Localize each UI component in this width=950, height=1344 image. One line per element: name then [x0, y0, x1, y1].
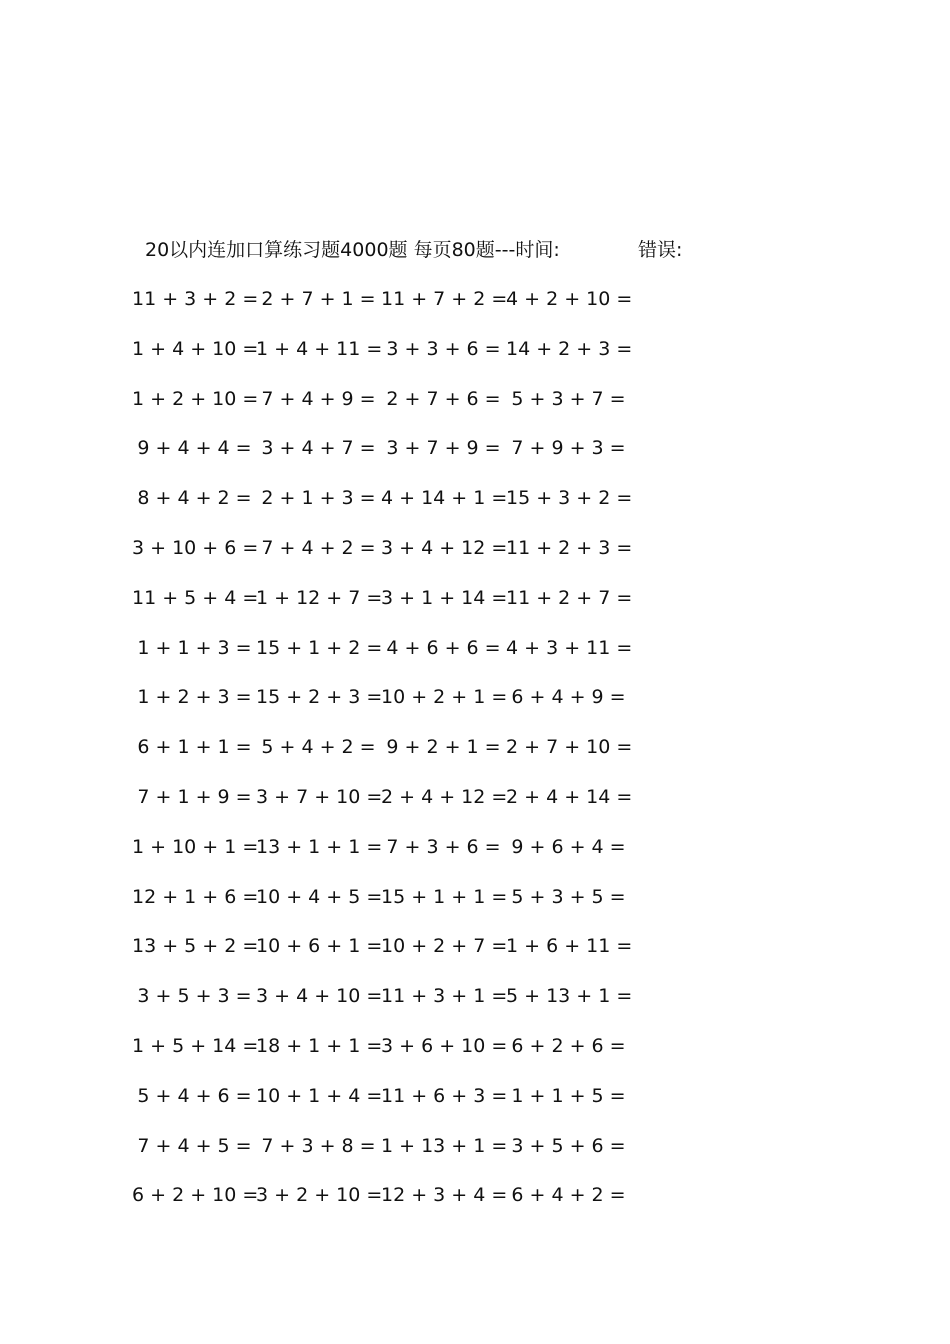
math-problem: 11 + 7 + 2 = — [381, 288, 508, 310]
math-problem: 10 + 6 + 1 = — [256, 935, 383, 957]
math-problem: 7 + 4 + 2 = — [261, 537, 376, 559]
math-problem: 4 + 3 + 11 = — [506, 637, 633, 659]
problem-row — [0, 633, 950, 663]
math-problem: 7 + 3 + 8 = — [261, 1135, 376, 1157]
problem-row — [0, 483, 950, 513]
math-problem: 11 + 3 + 1 = — [381, 985, 508, 1007]
math-problem: 4 + 2 + 10 = — [506, 288, 633, 310]
math-problem: 3 + 4 + 10 = — [256, 985, 383, 1007]
problem-row — [0, 284, 950, 314]
math-problem: 11 + 2 + 3 = — [506, 537, 633, 559]
math-problem: 3 + 4 + 7 = — [261, 437, 376, 459]
math-problem: 10 + 2 + 7 = — [381, 935, 508, 957]
math-problem: 6 + 1 + 1 = — [137, 736, 252, 758]
math-problem: 6 + 4 + 9 = — [511, 686, 626, 708]
errors-label: 错误: — [638, 239, 683, 261]
math-problem: 1 + 2 + 3 = — [137, 686, 252, 708]
problem-row — [0, 931, 950, 961]
math-problem: 1 + 12 + 7 = — [256, 587, 383, 609]
math-problem: 3 + 6 + 10 = — [381, 1035, 508, 1057]
math-problem: 6 + 4 + 2 = — [511, 1184, 626, 1206]
math-problem: 3 + 2 + 10 = — [256, 1184, 383, 1206]
problem-row — [0, 334, 950, 364]
math-problem: 1 + 13 + 1 = — [381, 1135, 508, 1157]
problem-row — [0, 732, 950, 762]
math-problem: 3 + 3 + 6 = — [386, 338, 501, 360]
math-problem: 5 + 3 + 5 = — [511, 886, 626, 908]
problem-row — [0, 981, 950, 1011]
math-problem: 11 + 3 + 2 = — [132, 288, 259, 310]
math-problem: 10 + 1 + 4 = — [256, 1085, 383, 1107]
math-problem: 4 + 14 + 1 = — [381, 487, 508, 509]
math-problem: 15 + 1 + 2 = — [256, 637, 383, 659]
problem-row — [0, 1031, 950, 1061]
problem-row — [0, 384, 950, 414]
math-problem: 18 + 1 + 1 = — [256, 1035, 383, 1057]
math-problem: 1 + 1 + 3 = — [137, 637, 252, 659]
math-problem: 15 + 3 + 2 = — [506, 487, 633, 509]
math-problem: 7 + 9 + 3 = — [511, 437, 626, 459]
math-problem: 9 + 6 + 4 = — [511, 836, 626, 858]
math-problem: 3 + 7 + 9 = — [386, 437, 501, 459]
math-problem: 15 + 2 + 3 = — [256, 686, 383, 708]
math-problem: 2 + 7 + 1 = — [261, 288, 376, 310]
math-problem: 11 + 5 + 4 = — [132, 587, 259, 609]
math-problem: 3 + 4 + 12 = — [381, 537, 508, 559]
math-problem: 3 + 7 + 10 = — [256, 786, 383, 808]
math-problem: 11 + 6 + 3 = — [381, 1085, 508, 1107]
problem-row — [0, 1081, 950, 1111]
math-problem: 5 + 13 + 1 = — [506, 985, 633, 1007]
problem-row — [0, 832, 950, 862]
problem-row — [0, 882, 950, 912]
problem-row — [0, 782, 950, 812]
math-problem: 2 + 7 + 10 = — [506, 736, 633, 758]
math-problem: 7 + 4 + 5 = — [137, 1135, 252, 1157]
math-problem: 13 + 5 + 2 = — [132, 935, 259, 957]
problem-row — [0, 433, 950, 463]
math-problem: 1 + 10 + 1 = — [132, 836, 259, 858]
worksheet-title: 20以内连加口算练习题4000题 每页80题---时间: — [145, 239, 560, 261]
math-problem: 1 + 5 + 14 = — [132, 1035, 259, 1057]
math-problem: 3 + 1 + 14 = — [381, 587, 508, 609]
math-problem: 12 + 1 + 6 = — [132, 886, 259, 908]
math-problem: 6 + 2 + 10 = — [132, 1184, 259, 1206]
math-problem: 3 + 10 + 6 = — [132, 537, 259, 559]
math-problem: 7 + 4 + 9 = — [261, 388, 376, 410]
problem-row — [0, 682, 950, 712]
math-problem: 10 + 2 + 1 = — [381, 686, 508, 708]
math-problem: 1 + 4 + 11 = — [256, 338, 383, 360]
math-problem: 15 + 1 + 1 = — [381, 886, 508, 908]
math-problem: 10 + 4 + 5 = — [256, 886, 383, 908]
math-problem: 3 + 5 + 3 = — [137, 985, 252, 1007]
math-problem: 4 + 6 + 6 = — [386, 637, 501, 659]
math-problem: 5 + 3 + 7 = — [511, 388, 626, 410]
math-problem: 5 + 4 + 2 = — [261, 736, 376, 758]
problem-row — [0, 583, 950, 613]
math-problem: 2 + 4 + 14 = — [506, 786, 633, 808]
math-problem: 13 + 1 + 1 = — [256, 836, 383, 858]
math-problem: 7 + 1 + 9 = — [137, 786, 252, 808]
math-problem: 9 + 2 + 1 = — [386, 736, 501, 758]
problem-row — [0, 1180, 950, 1210]
math-problem: 9 + 4 + 4 = — [137, 437, 252, 459]
math-problem: 1 + 4 + 10 = — [132, 338, 259, 360]
math-problem: 8 + 4 + 2 = — [137, 487, 252, 509]
problem-row — [0, 533, 950, 563]
math-problem: 1 + 2 + 10 = — [132, 388, 259, 410]
math-problem: 2 + 1 + 3 = — [261, 487, 376, 509]
math-problem: 2 + 7 + 6 = — [386, 388, 501, 410]
problem-row — [0, 1131, 950, 1161]
worksheet-header — [145, 236, 683, 264]
math-problem: 1 + 1 + 5 = — [511, 1085, 626, 1107]
math-problem: 2 + 4 + 12 = — [381, 786, 508, 808]
math-problem: 5 + 4 + 6 = — [137, 1085, 252, 1107]
math-problem: 14 + 2 + 3 = — [506, 338, 633, 360]
math-problem: 3 + 5 + 6 = — [511, 1135, 626, 1157]
math-problem: 12 + 3 + 4 = — [381, 1184, 508, 1206]
math-problem: 6 + 2 + 6 = — [511, 1035, 626, 1057]
math-problem: 11 + 2 + 7 = — [506, 587, 633, 609]
math-problem: 7 + 3 + 6 = — [386, 836, 501, 858]
math-problem: 1 + 6 + 11 = — [506, 935, 633, 957]
